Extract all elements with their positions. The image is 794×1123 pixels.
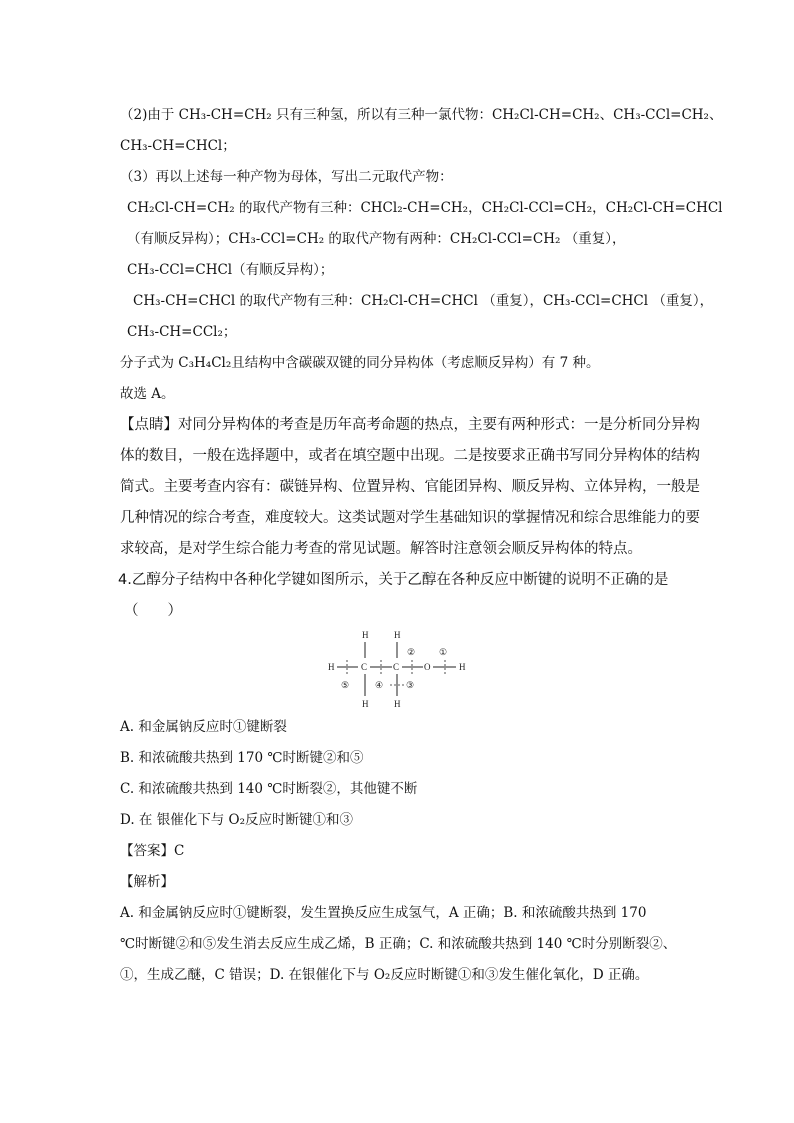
text-line-optB: B. 和浓硫酸共热到 170 ℃时断键②和⑤ xyxy=(120,750,364,766)
text-line-p4b: （有顺反异构）；CH₃-CCl=CH₂ 的取代产物有两种：CH₂Cl-CCl=CH₂ （重复）， xyxy=(127,231,626,247)
atom-o: O xyxy=(424,662,431,672)
text-line-p7: 故选 A。 xyxy=(120,386,175,402)
atom-h-left: H xyxy=(328,662,335,672)
text-line-q4a: 4.乙醇分子结构中各种化学键如图所示，关于乙醇在各种反应中断键的说明不正确的是 xyxy=(118,572,669,588)
atom-c2: C xyxy=(393,662,400,672)
text-line-p3: （3）再以上述每一种产物为母体，写出二元取代产物： xyxy=(120,169,453,185)
atom-h-bottom-left: H xyxy=(362,699,369,709)
bond-label-4: ④ xyxy=(375,680,384,690)
bond-label-1: ① xyxy=(439,647,448,657)
text-line-p8b: 体的数目，一般在选择题中，或者在填空题中出现。二是按要求正确书写同分异构体的结构 xyxy=(120,448,700,464)
ethanol-structure-svg xyxy=(318,624,478,710)
text-line-p8a: 【点睛】对同分异构体的考查是历年高考命题的热点，主要有两种形式：一是分析同分异构 xyxy=(120,417,700,433)
text-line-exc: ①，生成乙醚，C 错误；D. 在银催化下与 O₂反应时断键①和③发生催化氧化，D 正确。 xyxy=(120,967,649,983)
text-line-p5b: CH₃-CH=CCl₂； xyxy=(127,324,237,340)
text-line-optC: C. 和浓硫酸共热到 140 ℃时断裂②，其他键不断 xyxy=(120,781,418,797)
bond-label-2: ② xyxy=(407,647,416,657)
bond-label-3: ③ xyxy=(406,680,415,690)
text-line-p2b: CH₃-CH=CHCl； xyxy=(120,138,236,154)
atom-h-bottom-right: H xyxy=(394,699,401,709)
text-line-ans: 【答案】C xyxy=(120,843,185,859)
text-line-optD: D. 在 银催化下与 O₂反应时断键①和③ xyxy=(120,812,353,828)
atom-h-right: H xyxy=(459,662,466,672)
text-line-p2a: （2)由于 CH₃-CH=CH₂ 只有三种氢，所以有三种一氯代物：CH₂Cl-CH=CH₂、CH₃-CCl=CH₂、 xyxy=(120,107,723,123)
text-line-exa: A. 和金属钠反应时①键断裂，发生置换反应生成氢气，A 正确；B. 和浓硫酸共热到 170 xyxy=(120,905,647,921)
text-line-p8e: 求较高，是对学生综合能力考查的常见试题。解答时注意领会顺反异构体的特点。 xyxy=(120,541,642,557)
text-line-p8d: 几种情况的综合考查，难度较大。这类试题对学生基础知识的掌握情况和综合思维能力的要 xyxy=(120,510,700,526)
text-line-p4c: CH₃-CCl=CHCl（有顺反异构）； xyxy=(127,262,334,278)
bond-label-5: ⑤ xyxy=(341,680,350,690)
text-line-exp: 【解析】 xyxy=(120,874,174,890)
text-line-optA: A. 和金属钠反应时①键断裂 xyxy=(120,719,287,735)
text-line-p6: 分子式为 C₃H₄Cl₂且结构中含碳碳双键的同分异构体（考虑顺反异构）有 7 种。 xyxy=(120,355,600,371)
ethanol-bond-diagram xyxy=(318,624,478,710)
atom-h-top-left: H xyxy=(362,630,369,640)
text-line-p8c: 简式。主要考查内容有：碳链异构、位置异构、官能团异构、顺反异构、立体异构，一般是 xyxy=(120,479,700,495)
text-line-exb: ℃时断键②和⑤发生消去反应生成乙烯，B 正确；C. 和浓硫酸共热到 140 ℃时分别断裂②、 xyxy=(120,936,677,952)
text-line-p4a: CH₂Cl-CH=CH₂ 的取代产物有三种：CHCl₂-CH=CH₂，CH₂Cl-CCl=CH₂，CH₂Cl-CH=CHCl xyxy=(127,200,723,216)
atom-c1: C xyxy=(361,662,368,672)
atom-h-top-right: H xyxy=(394,630,401,640)
text-line-p5a: CH₃-CH=CHCl 的取代产物有三种：CH₂Cl-CH=CHCl （重复），CH₃-CCl=CHCl （重复）， xyxy=(133,293,714,309)
text-line-q4b: （ ） xyxy=(124,603,182,619)
